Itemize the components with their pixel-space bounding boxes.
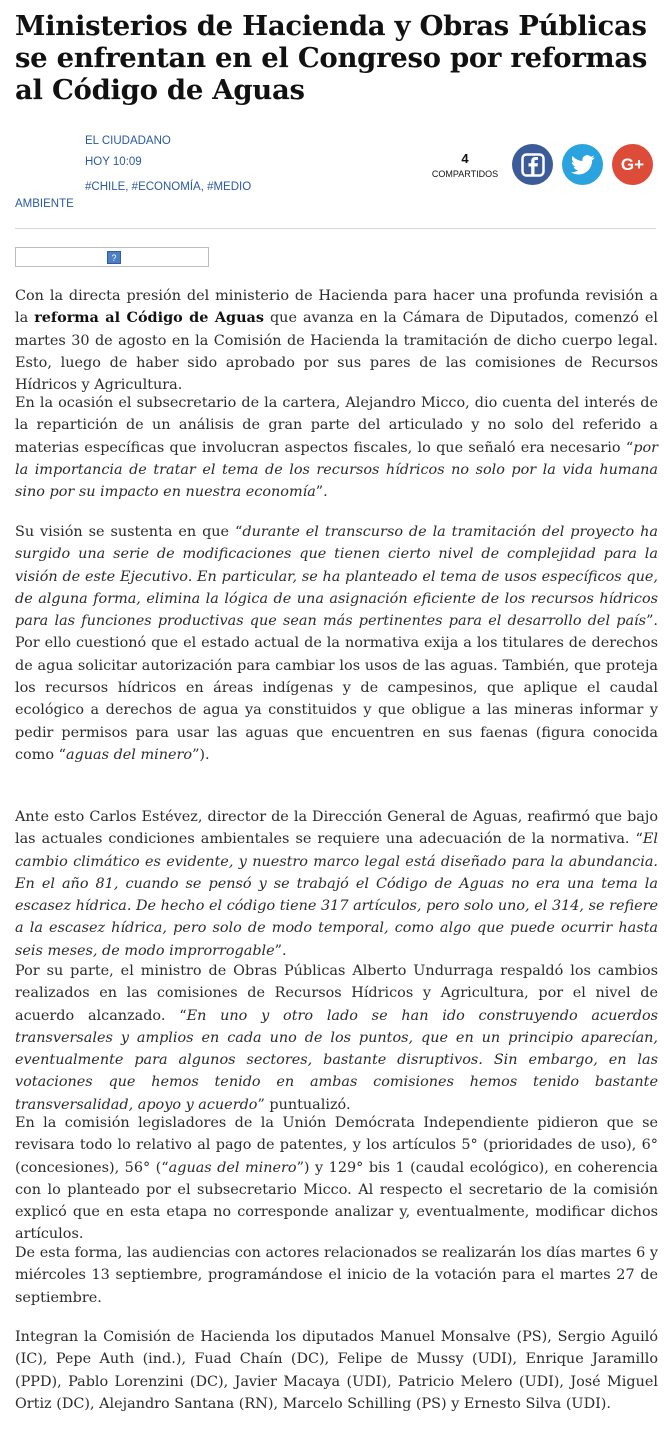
tag-medio-ambiente-part2[interactable]: AMBIENTE	[15, 198, 74, 210]
article-source[interactable]: EL CIUDADANO	[85, 135, 171, 147]
article-tags: #CHILE, #ECONOMÍA, #MEDIO	[85, 181, 252, 193]
article-time: HOY 10:09	[85, 156, 142, 168]
tag-chile[interactable]: #CHILE	[85, 181, 126, 193]
paragraph-1: Con la directa presión del ministerio de Hacienda para hacer una profunda revisión a la reforma al Código de Aguas que avanza en la Cámara de Diputados, comenzó el martes 30 de agosto en la Comisión de Hacienda la tramitación de dicho cuerpo legal. Esto, luego de haber sido aprobado por sus pares de las comisiones de Recursos Hídricos y Agricultura.	[15, 288, 658, 394]
paragraph-3: Su visión se sustenta en que “durante el transcurso de la tramitación del proyecto ha surgido una serie de modificaciones que tienen cierto nivel de complejidad para la visión de este Ejecutivo. En particular, se ha planteado el tema de usos específicos que, de alguna forma, elimina la lógica de una asignación eficiente de los recursos hídricos para las funciones productivas que sean más pertinentes para el desarrollo del país”. Por ello cuestionó que el estado actual de la normativa exija a los titulares de derechos de agua solicitar autorización para cambiar los usos de las aguas. También, que proteja los recursos hídricos en áreas indígenas y de campesinos, que aplique el caudal ecológico a derechos de agua ya constituidos y que obligue a las mineras informar y pedir permisos para usar las aguas que encuentren en sus faenas (figura conocida como “aguas del minero”).	[15, 524, 658, 763]
paragraph-5: Por su parte, el ministro de Obras Públicas Alberto Undurraga respaldó los cambios realizados en las comisiones de Recursos Hídricos y Agricultura, por el nivel de acuerdo alcanzado. “En uno y otro lado se han ido construyendo acuerdos transversales y amplios en cada uno de los puntos, que en un principio aparecían, eventualmente para algunos sectores, bastante disruptivos. Sin embargo, en las votaciones que hemos tenido en ambas comisiones hemos tenido bastante transversalidad, apoyo y acuerdo” puntualizó.	[15, 963, 658, 1113]
share-count-label: COMPARTIDOS	[431, 169, 499, 179]
article-title: Ministerios de Hacienda y Obras Públicas se enfrentan en el Congreso por reformas al Código de Aguas	[15, 10, 648, 106]
paragraph-6: En la comisión legisladores de la Unión Demócrata Independiente pidieron que se revisara todo lo relativo al pago de patentes, y los artículos 5° (prioridades de uso), 6° (concesiones), 56° (“aguas del minero”) y 129° bis 1 (caudal ecológico), en coherencia con lo planteado por el subsecretario Micco. Al respecto el secretario de la comisión explicó que en esta etapa no corresponde analizar y, eventualmente, modificar dichos artículos.	[15, 1115, 658, 1243]
bold-reforma: reforma al Código de Aguas	[34, 309, 264, 327]
tag-economia[interactable]: #ECONOMÍA	[131, 181, 201, 193]
google-plus-share-button[interactable]	[612, 144, 653, 185]
help-question-icon: ?	[107, 251, 121, 264]
paragraph-8: Integran la Comisión de Hacienda los diputados Manuel Monsalve (PS), Sergio Aguiló (IC), Pepe Auth (ind.), Fuad Chaín (DC), Felipe de Mussy (UDI), Enrique Jaramillo (PPD), Pablo Lorenzini (DC), Javier Macaya (UDI), Patricio Melero (UDI), José Miguel Ortiz (DC), Alejandro Santana (RN), Marcelo Schilling (PS) y Ernesto Silva (UDI).	[15, 1329, 658, 1412]
facebook-share-button[interactable]	[512, 144, 553, 185]
facebook-icon	[521, 153, 545, 177]
google-plus-icon: G+	[620, 154, 645, 174]
paragraph-2: En la ocasión el subsecretario de la cartera, Alejandro Micco, dio cuenta del interés de la repartición de un análisis de gran parte del articulado y no solo del referido a materias específicas que involucran aspectos fiscales, lo que señaló era necesario “por la importancia de tratar el tema de los recursos hídricos no solo por la vida humana sino por su impacto en nuestra economía”.	[15, 395, 658, 501]
meta-divider	[15, 228, 656, 229]
twitter-share-button[interactable]	[562, 144, 603, 185]
share-count: 4	[461, 151, 469, 166]
paragraph-7: De esta forma, las audiencias con actores relacionados se realizarán los días martes 6 y miércoles 13 septiembre, programándose el inicio de la votación para el martes 27 de septiembre.	[15, 1245, 658, 1306]
paragraph-4: Ante esto Carlos Estévez, director de la Dirección General de Aguas, reafirmó que bajo las actuales condiciones ambientales se requiere una adecuación de la normativa. “El cambio climático es evidente, y nuestro marco legal está diseñado para la abundancia. En el año 81, cuando se pensó y se trabajó el Código de Aguas no era una tema la escasez hídrica. De hecho el código tiene 317 artículos, pero solo uno, el 314, se refiere a la escasez hídrica, pero solo de modo temporal, como algo que puede ocurrir hasta seis meses, de modo improrrogable”.	[15, 809, 658, 959]
twitter-icon	[571, 155, 595, 175]
share-counter	[420, 152, 510, 179]
ad-placeholder	[15, 247, 209, 267]
tag-medio-ambiente-part1[interactable]: #MEDIO	[207, 181, 252, 193]
